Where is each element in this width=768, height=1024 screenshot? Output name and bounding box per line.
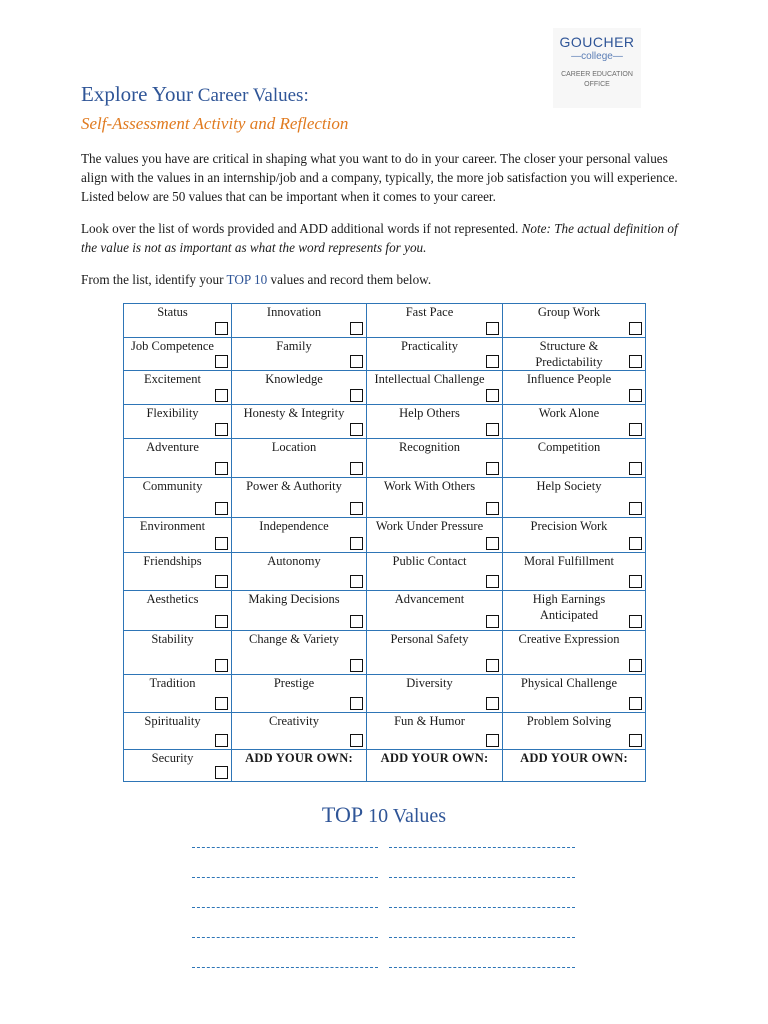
value-cell xyxy=(503,553,646,591)
value-checkbox[interactable] xyxy=(215,575,228,588)
value-checkbox[interactable] xyxy=(486,615,499,628)
value-label: Intellectual Challenge xyxy=(374,372,485,386)
value-cell xyxy=(367,439,503,478)
top10-line-9[interactable] xyxy=(192,967,378,968)
title-part2: Career Values: xyxy=(193,85,309,106)
value-checkbox[interactable] xyxy=(350,389,363,402)
value-checkbox[interactable] xyxy=(486,423,499,436)
value-checkbox[interactable] xyxy=(215,659,228,672)
value-cell xyxy=(232,631,367,675)
value-cell xyxy=(503,371,646,405)
intro-paragraph: The values you have are critical in shaping what you want to do in your career. The closer your personal values align with the values in an internship/job and a company, typically, the more job satisfaction you will experience. Listed below are 50 values that can be important when it comes to your career. xyxy=(81,151,678,204)
value-cell xyxy=(124,713,232,750)
value-checkbox[interactable] xyxy=(215,502,228,515)
value-label: Prestige xyxy=(273,676,315,690)
top10-line-10[interactable] xyxy=(389,967,575,968)
value-label: Change & Variety xyxy=(248,632,340,646)
value-checkbox[interactable] xyxy=(350,462,363,475)
value-label: Adventure xyxy=(146,440,199,454)
value-label: Spirituality xyxy=(144,714,201,728)
value-cell xyxy=(367,338,503,371)
instructions-paragraph xyxy=(81,219,691,257)
value-cell xyxy=(124,439,232,478)
values-table xyxy=(123,303,646,782)
value-label: Autonomy xyxy=(267,554,321,568)
value-checkbox[interactable] xyxy=(215,766,228,779)
logo-name: GOUCHER xyxy=(559,34,635,50)
identify-suffix: values and record them below. xyxy=(267,272,432,287)
value-label: Fun & Humor xyxy=(394,714,465,728)
top10-line-5[interactable] xyxy=(192,907,378,908)
value-checkbox[interactable] xyxy=(629,502,642,515)
value-cell xyxy=(503,478,646,518)
values-row xyxy=(124,405,646,439)
value-cell xyxy=(232,713,367,750)
top10-part1: TOP xyxy=(321,802,364,827)
value-cell xyxy=(367,405,503,439)
value-cell xyxy=(232,478,367,518)
value-label: High Earnings Anticipated xyxy=(532,592,606,622)
value-cell xyxy=(124,553,232,591)
values-row xyxy=(124,553,646,591)
value-cell xyxy=(367,478,503,518)
value-cell xyxy=(124,518,232,553)
top10-line-7[interactable] xyxy=(192,937,378,938)
top10-heading xyxy=(0,802,768,828)
value-label: Power & Authority xyxy=(246,479,342,493)
value-checkbox[interactable] xyxy=(350,322,363,335)
value-cell xyxy=(124,750,232,782)
top10-line-3[interactable] xyxy=(192,877,378,878)
value-checkbox[interactable] xyxy=(629,575,642,588)
value-label: Creative Expression xyxy=(518,632,620,646)
value-label: Innovation xyxy=(266,305,322,319)
top10-line-6[interactable] xyxy=(389,907,575,908)
top10-part2: 10 Values xyxy=(363,805,447,827)
value-checkbox[interactable] xyxy=(629,322,642,335)
value-label: Moral Fulfillment xyxy=(524,554,614,568)
values-row xyxy=(124,713,646,750)
value-cell xyxy=(503,338,646,371)
value-label: Competition xyxy=(537,440,601,454)
value-cell xyxy=(503,405,646,439)
value-label: Work With Others xyxy=(383,479,476,493)
value-label: Help Others xyxy=(399,406,460,420)
value-cell xyxy=(232,405,367,439)
value-checkbox[interactable] xyxy=(215,355,228,368)
value-checkbox[interactable] xyxy=(629,423,642,436)
value-label: Tradition xyxy=(149,676,196,690)
value-label: Group Work xyxy=(537,305,601,319)
page-subtitle: Self-Assessment Activity and Reflection xyxy=(81,114,349,133)
value-label: Advancement xyxy=(394,592,465,606)
value-label: Structure & Predictability xyxy=(535,339,603,369)
value-checkbox[interactable] xyxy=(215,734,228,747)
value-checkbox[interactable] xyxy=(350,423,363,436)
instructions-text: Look over the list of words provided and ADD additional words if not represented. xyxy=(81,221,522,236)
value-label: Practicality xyxy=(401,339,458,353)
value-label: Public Contact xyxy=(392,554,467,568)
value-checkbox[interactable] xyxy=(629,537,642,550)
identify-paragraph xyxy=(81,270,691,289)
value-cell xyxy=(232,750,367,782)
values-row xyxy=(124,478,646,518)
instructions-note: Note: The actual definition of the value is not as important as what the word represents for you. xyxy=(81,221,678,255)
value-cell xyxy=(367,631,503,675)
top10-line-4[interactable] xyxy=(389,877,575,878)
value-checkbox[interactable] xyxy=(629,734,642,747)
value-cell xyxy=(232,553,367,591)
value-checkbox[interactable] xyxy=(350,537,363,550)
value-cell xyxy=(124,631,232,675)
value-cell xyxy=(124,675,232,713)
values-row xyxy=(124,631,646,675)
page-title xyxy=(81,82,309,107)
value-label: Job Competence xyxy=(131,339,214,353)
value-label: Aesthetics xyxy=(146,592,199,606)
value-label: ADD YOUR OWN: xyxy=(520,751,628,765)
goucher-logo xyxy=(553,28,641,108)
value-checkbox[interactable] xyxy=(215,389,228,402)
value-cell xyxy=(503,675,646,713)
value-label: Help Society xyxy=(536,479,602,493)
value-label: Diversity xyxy=(406,676,453,690)
value-checkbox[interactable] xyxy=(486,355,499,368)
value-checkbox[interactable] xyxy=(486,537,499,550)
value-checkbox[interactable] xyxy=(215,615,228,628)
value-cell xyxy=(124,478,232,518)
value-checkbox[interactable] xyxy=(486,502,499,515)
values-row xyxy=(124,518,646,553)
values-row xyxy=(124,338,646,371)
value-cell xyxy=(367,371,503,405)
value-label: Environment xyxy=(139,519,206,533)
values-row xyxy=(124,750,646,782)
value-label: Fast Pace xyxy=(405,305,454,319)
value-label: ADD YOUR OWN: xyxy=(245,751,353,765)
title-part1: Explore Your xyxy=(81,82,194,106)
value-label: Influence People xyxy=(526,372,612,386)
value-cell xyxy=(232,675,367,713)
value-cell xyxy=(367,713,503,750)
value-cell xyxy=(232,371,367,405)
value-cell xyxy=(503,304,646,338)
value-checkbox[interactable] xyxy=(486,697,499,710)
value-cell xyxy=(503,750,646,782)
value-label: Location xyxy=(271,440,317,454)
value-cell xyxy=(367,518,503,553)
value-cell xyxy=(232,304,367,338)
value-checkbox[interactable] xyxy=(486,322,499,335)
logo-office-line1: CAREER EDUCATION xyxy=(561,71,633,78)
value-cell xyxy=(503,631,646,675)
value-label: Family xyxy=(276,339,312,353)
value-label: Work Under Pressure xyxy=(375,519,484,533)
value-label: Problem Solving xyxy=(526,714,612,728)
value-checkbox[interactable] xyxy=(486,389,499,402)
value-checkbox[interactable] xyxy=(350,355,363,368)
value-label: Personal Safety xyxy=(390,632,469,646)
value-cell xyxy=(124,304,232,338)
identify-highlight: TOP 10 xyxy=(226,272,268,287)
logo-sub: —college— xyxy=(571,51,623,62)
value-cell xyxy=(232,338,367,371)
values-row xyxy=(124,675,646,713)
value-cell xyxy=(367,304,503,338)
value-cell xyxy=(232,591,367,631)
value-label: Security xyxy=(151,751,194,765)
value-checkbox[interactable] xyxy=(350,734,363,747)
value-label: Physical Challenge xyxy=(520,676,618,690)
value-label: Making Decisions xyxy=(248,592,340,606)
value-checkbox[interactable] xyxy=(215,423,228,436)
logo-office xyxy=(553,70,641,90)
top10-line-8[interactable] xyxy=(389,937,575,938)
value-cell xyxy=(124,405,232,439)
value-checkbox[interactable] xyxy=(629,659,642,672)
value-cell xyxy=(124,591,232,631)
top10-line-2[interactable] xyxy=(389,847,575,848)
value-cell xyxy=(503,518,646,553)
value-checkbox[interactable] xyxy=(486,659,499,672)
value-label: Precision Work xyxy=(530,519,608,533)
value-checkbox[interactable] xyxy=(350,697,363,710)
value-checkbox[interactable] xyxy=(215,537,228,550)
value-cell xyxy=(503,591,646,631)
value-checkbox[interactable] xyxy=(629,355,642,368)
value-label: Flexibility xyxy=(146,406,199,420)
value-cell xyxy=(124,371,232,405)
value-cell xyxy=(232,518,367,553)
value-checkbox[interactable] xyxy=(629,697,642,710)
value-cell xyxy=(124,338,232,371)
value-label: Community xyxy=(142,479,203,493)
value-label: Honesty & Integrity xyxy=(243,406,345,420)
logo-office-line2: OFFICE xyxy=(584,81,610,88)
value-checkbox[interactable] xyxy=(486,462,499,475)
value-checkbox[interactable] xyxy=(629,462,642,475)
values-row xyxy=(124,304,646,338)
value-label: Independence xyxy=(259,519,329,533)
values-row xyxy=(124,591,646,631)
value-label: Knowledge xyxy=(265,372,323,386)
value-checkbox[interactable] xyxy=(350,575,363,588)
value-cell xyxy=(503,439,646,478)
value-checkbox[interactable] xyxy=(215,697,228,710)
value-cell xyxy=(232,439,367,478)
value-cell xyxy=(503,713,646,750)
values-row xyxy=(124,371,646,405)
value-cell xyxy=(367,750,503,782)
value-label: Work Alone xyxy=(538,406,600,420)
value-label: Excitement xyxy=(144,372,201,386)
value-checkbox[interactable] xyxy=(350,659,363,672)
value-label: Stability xyxy=(151,632,194,646)
identify-prefix: From the list, identify your xyxy=(81,272,227,287)
value-checkbox[interactable] xyxy=(350,615,363,628)
value-cell xyxy=(367,553,503,591)
value-label: Creativity xyxy=(269,714,319,728)
value-label: Friendships xyxy=(143,554,202,568)
value-cell xyxy=(367,591,503,631)
value-checkbox[interactable] xyxy=(629,615,642,628)
value-checkbox[interactable] xyxy=(215,462,228,475)
values-row xyxy=(124,439,646,478)
value-checkbox[interactable] xyxy=(215,322,228,335)
value-label: Status xyxy=(157,305,188,319)
top10-line-1[interactable] xyxy=(192,847,378,848)
value-cell xyxy=(367,675,503,713)
value-checkbox[interactable] xyxy=(629,389,642,402)
value-label: ADD YOUR OWN: xyxy=(380,751,489,765)
value-checkbox[interactable] xyxy=(486,734,499,747)
value-checkbox[interactable] xyxy=(350,502,363,515)
value-label: Recognition xyxy=(398,440,461,454)
value-checkbox[interactable] xyxy=(486,575,499,588)
